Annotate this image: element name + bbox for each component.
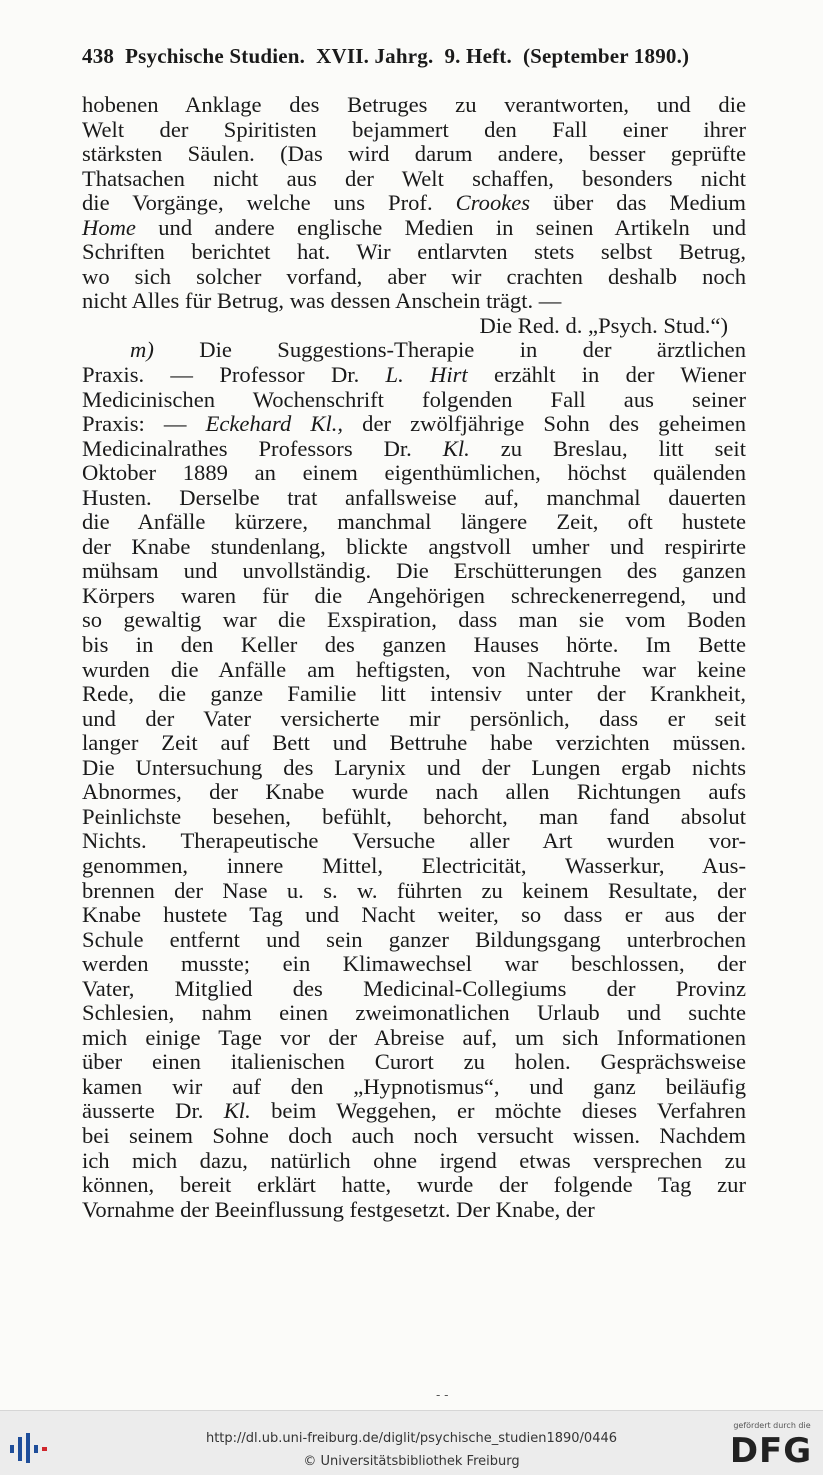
issue-label: 9. Heft. xyxy=(444,44,512,68)
text-line: der Knabe stundenlang, blickte angstvoll umher und respirirte xyxy=(82,533,746,559)
text-line: bis in den Keller des ganzen Hauses hörte. Im Bette xyxy=(82,632,746,658)
running-header xyxy=(82,44,742,69)
italic-name: Kl. xyxy=(442,435,470,461)
text-line: langer Zeit auf Bett und Bettruhe habe verzichten müssen. xyxy=(82,730,746,756)
text-line: Welt der Spiritisten bejammert den Fall einer ihrer xyxy=(82,116,746,142)
text-line: Medicinischen Wochenschrift folgenden Fall aus seiner xyxy=(82,386,746,412)
text-line: äusserte Dr. Kl. beim Weggehen, er möchte dieses Verfahren xyxy=(82,1098,746,1124)
text-line: über einen italienischen Curort zu holen. Gesprächsweise xyxy=(82,1049,746,1075)
text-line: Vornahme der Beeinflussung festgesetzt. Der Knabe, der xyxy=(82,1196,595,1222)
page-marker: - - xyxy=(436,1388,449,1402)
dfg-logo[interactable] xyxy=(728,1421,814,1473)
italic-name: Crookes xyxy=(455,190,531,216)
italic-name: Eckehard Kl., xyxy=(205,411,344,437)
text-line: Schlesien, nahm einen zweimonatlichen Urlaub und suchte xyxy=(82,1000,746,1026)
volume-label: XVII. Jahrg. xyxy=(316,44,434,68)
text-line: Rede, die ganze Familie litt intensiv unter der Krankheit, xyxy=(82,681,746,707)
text-line: die Anfälle kürzere, manchmal längere Zeit, oft hustete xyxy=(82,509,746,535)
text-line: Thatsachen nicht aus der Welt schaffen, besonders nicht xyxy=(82,165,746,191)
text-line: hobenen Anklage des Betruges zu verantworten, und die xyxy=(82,92,746,117)
text-line: Nichts. Therapeutische Versuche aller Art wurden vor- xyxy=(82,828,746,854)
dfg-funding-note: gefördert durch die xyxy=(733,1421,811,1430)
page-number: 438 xyxy=(82,44,115,68)
journal-title: Psychische Studien. xyxy=(125,44,306,68)
text-line: Schule entfernt und sein ganzer Bildungsgang unterbrochen xyxy=(82,926,746,952)
text-line: Schriften berichtet hat. Wir entlarvten stets selbst Betrug, xyxy=(82,239,746,265)
text-line: Knabe hustete Tag und Nacht weiter, so dass er aus der xyxy=(82,902,746,928)
text-line: nicht Alles für Betrug, was dessen Anschein trägt. — xyxy=(82,288,562,314)
text-line: Husten. Derselbe trat anfallsweise auf, manchmal dauerten xyxy=(82,484,746,510)
text-line: können, bereit erklärt hatte, wurde der folgende Tag zur xyxy=(82,1172,746,1198)
text-line: ich mich dazu, natürlich ohne irgend etwas versprechen zu xyxy=(82,1147,746,1173)
text-line: wo sich solcher vorfand, aber wir crachten deshalb noch xyxy=(82,263,746,289)
italic-name: Kl. xyxy=(223,1098,251,1124)
issue-date: (September 1890.) xyxy=(522,44,690,68)
document-url-link[interactable]: http://dl.ub.uni-freiburg.de/diglit/psychische_studien1890/0446 xyxy=(205,1431,618,1446)
text-line: Die Red. d. „Psych. Stud.“) xyxy=(479,312,728,338)
italic-name: m) xyxy=(130,337,154,363)
text-line: mich einige Tage vor der Abreise auf, um sich Informationen xyxy=(82,1024,746,1050)
text-line: die Vorgänge, welche uns Prof. Crookes über das Medium xyxy=(82,190,746,216)
text-line: Medicinalrathes Professors Dr. Kl. zu Breslau, litt seit xyxy=(82,435,746,461)
text-line: Peinlichste besehen, befühlt, behorcht, man fand absolut xyxy=(82,803,746,829)
italic-name: Home xyxy=(82,214,136,240)
text-line: Abnormes, der Knabe wurde nach allen Richtungen aufs xyxy=(82,779,746,805)
viewer-footer xyxy=(0,1410,823,1475)
text-line: m) Die Suggestions-Therapie in der ärztlichen xyxy=(130,337,746,363)
text-line: Praxis: — Eckehard Kl., der zwölfjährige Sohn des geheimen xyxy=(82,411,746,437)
copyright-notice: © Universitätsbibliothek Freiburg xyxy=(303,1454,520,1469)
text-line: brennen der Nase u. s. w. führten zu keinem Resultate, der xyxy=(82,877,746,903)
italic-name: L. Hirt xyxy=(385,362,468,388)
text-line: Die Untersuchung des Larynix und der Lungen ergab nichts xyxy=(82,754,746,780)
text-line: kamen wir auf den „Hypnotismus“, und ganz beiläufig xyxy=(82,1073,746,1099)
text-line: genommen, innere Mittel, Electricität, Wasserkur, Aus- xyxy=(82,852,746,878)
text-line: werden musste; ein Klimawechsel war beschlossen, der xyxy=(82,951,746,977)
text-line: Körpers waren für die Angehörigen schreckenerregend, und xyxy=(82,582,746,608)
text-line: Home und andere englische Medien in seinen Artikeln und xyxy=(82,214,746,240)
text-line: Vater, Mitglied des Medicinal-Collegiums der Provinz xyxy=(82,975,746,1001)
body-text xyxy=(82,93,746,1222)
dfg-wordmark: DFG xyxy=(729,1431,813,1471)
text-line: mühsam und unvollständig. Die Erschütterungen des ganzen xyxy=(82,558,746,584)
text-line: so gewaltig war die Exspiration, dass man sie vom Boden xyxy=(82,607,746,633)
text-line: bei seinem Sohne doch auch noch versucht wissen. Nachdem xyxy=(82,1122,746,1148)
text-line: wurden die Anfälle am heftigsten, von Nachtruhe war keine xyxy=(82,656,746,682)
text-line: stärksten Säulen. (Das wird darum andere, besser geprüfte xyxy=(82,141,746,167)
text-line: Oktober 1889 an einem eigenthümlichen, höchst quälenden xyxy=(82,460,746,486)
text-line: Praxis. — Professor Dr. L. Hirt erzählt in der Wiener xyxy=(82,362,746,388)
text-line: und der Vater versicherte mir persönlich, dass er seit xyxy=(82,705,746,731)
